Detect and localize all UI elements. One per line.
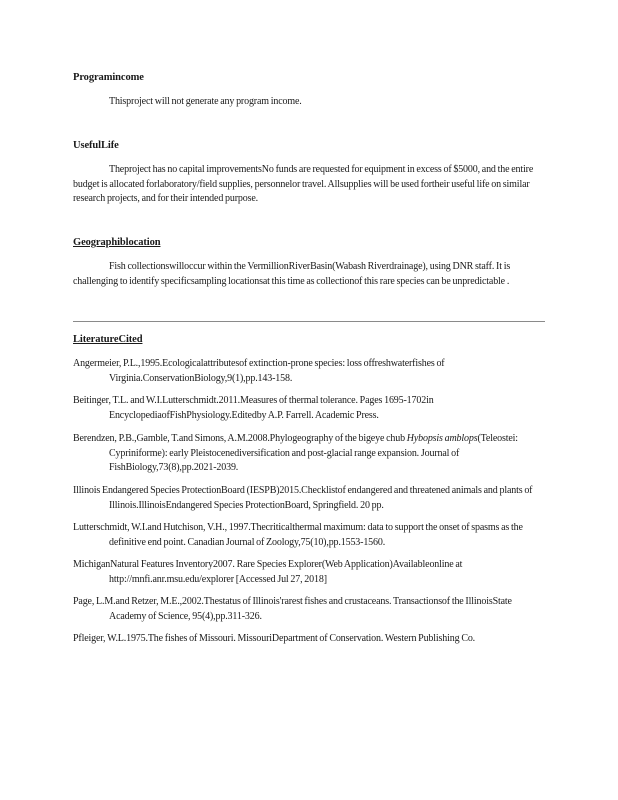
reference-item [73, 632, 545, 647]
program-income-heading: Programincome [73, 72, 144, 83]
reference-item [73, 595, 545, 624]
reference-item [73, 558, 545, 587]
reference-text: Page, L.M.and Retzer, M.E.,2002.Thestatus of Illinois'rarest fishes and crustaceans. Transactionsof the IllinoisState Academy of Science, 95(4),pp.311-326. [73, 596, 512, 622]
reference-species-name: Hybopsis amblops [406, 433, 478, 444]
reference-text: Pfleiger, W.L.1975.The fishes of Missouri. MissouriDepartment of Conservation. Western Publishing Co. [73, 633, 476, 644]
reference-text: Beitinger, T.L. and W.I.Lutterschmidt.2011.Measures of thermal tolerance. Pages 1695-1702in EncyclopediaofFishPhysiology.Editedby A.P. Farrell. Academic Press. [73, 395, 434, 421]
geographic-location-paragraph: Fish collectionswilloccur within the VermillionRiverBasin(Wabash Riverdrainage), using DNR staff. It is challenging to identify specificsampling locationsat this time as collectionof this rare species can be unpredictable . [73, 261, 511, 287]
section-divider [73, 321, 545, 322]
useful-life-heading: UsefulLife [73, 140, 119, 151]
reference-text: Angermeier, P.L.,1995.Ecologicalattributesof extinction-prone species: loss offreshwaterfishes of Virginia.ConservationBiology,9(1),pp.143-158. [73, 358, 445, 384]
reference-item [73, 357, 545, 386]
reference-item [73, 394, 545, 423]
reference-text: Lutterschmidt, W.I.and Hutchison, V.H., 1997.Thecriticalthermal maximum: data to support the onset of spasms as the definitive end point. Canadian Journal of Zoology,75(10),pp.1553-1560. [73, 522, 523, 548]
reference-text: Illinois Endangered Species ProtectionBoard (IESPB)2015.Checklistof endangered and threatened animals and plants of Illinois.IllinoisEndangered Species ProtectionBoard, Springfield. 20 pp. [73, 485, 533, 511]
reference-text: Berendzen, P.B.,Gamble, T.and Simons, A.M.2008.Phylogeography of the bigeye chub [73, 433, 407, 444]
reference-item [73, 521, 545, 550]
reference-text-continued: (Teleostei: Cypriniforme): early Pleistocenediversification and post-glacial range expansion. Journal of FishBiology,73(8),pp.2021-2039. [109, 433, 518, 473]
reference-item [73, 432, 545, 476]
program-income-paragraph: Thisproject will not generate any program income. [109, 96, 302, 107]
reference-text: MichiganNatural Features Inventory2007. Rare Species Explorer(Web Application)Availableonline at http://mnfi.anr.msu.edu/explorer [Accessed Jul 27, 2018] [73, 559, 463, 585]
reference-item [73, 484, 545, 513]
literature-cited-heading: LiteratureCited [73, 334, 143, 345]
useful-life-paragraph: Theproject has no capital improvementsNo funds are requested for equipment in excess of $5000, and the entire budget is allocated forlaboratory/field supplies, personnelor travel. Allsupplies will be used fortheir useful life on similar research projects, and for their intended purpose. [73, 164, 534, 204]
geographic-location-heading: Geographiblocation [73, 237, 161, 248]
